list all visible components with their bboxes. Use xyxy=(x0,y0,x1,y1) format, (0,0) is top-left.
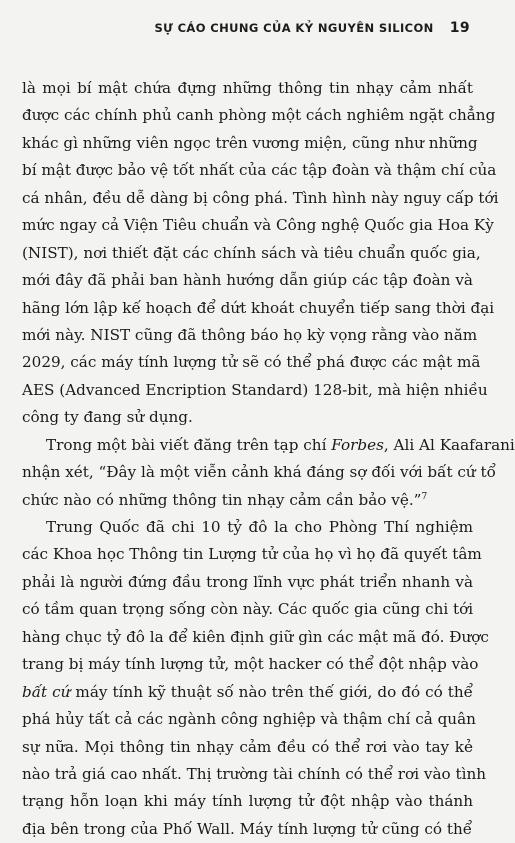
text-line xyxy=(22,624,489,651)
text-segment: cá nhân, đều dễ dàng bị công phá. Tình hình này nguy cấp tới xyxy=(22,188,499,207)
running-head xyxy=(0,20,470,36)
text-segment: mới này. NIST cũng đã thông báo họ kỳ vọng rằng vào năm xyxy=(22,325,478,344)
text-segment: 2029, các máy tính lượng tử sẽ có thể phá được các mật mã xyxy=(22,353,481,372)
text-line xyxy=(22,432,515,459)
text-segment: máy tính kỹ thuật số nào trên thế giới, do đó có thể xyxy=(70,682,473,701)
text-segment: , Ali Al Kaafarani xyxy=(383,435,515,454)
text-segment: phá hủy tất cả các ngành công nghiệp và thậm chí cả quân xyxy=(22,710,476,729)
text-line xyxy=(22,596,473,623)
text-line xyxy=(22,761,487,788)
text-line xyxy=(22,240,481,267)
text-line xyxy=(22,212,494,239)
text-segment: công ty đang sử dụng. xyxy=(22,408,193,427)
footnote-marker: 7 xyxy=(421,491,428,502)
text-line xyxy=(22,679,473,706)
text-segment: bất cứ xyxy=(22,682,71,701)
text-segment: bí mật được bảo vệ tốt nhất của các tập đoàn và thậm chí của xyxy=(22,161,497,180)
text-segment: là mọi bí mật chứa đựng những thông tin nhạy cảm nhất xyxy=(22,79,473,97)
body-text xyxy=(22,75,515,843)
text-segment: mới đây đã phải ban hành hướng dẫn giúp các tập đoàn và xyxy=(22,271,473,290)
text-line xyxy=(22,569,473,596)
text-line xyxy=(22,185,499,212)
text-segment: sự nữa. Mọi thông tin nhạy cảm đều có thể rơi vào tay kẻ xyxy=(22,737,473,756)
text-line xyxy=(22,377,488,404)
text-line xyxy=(22,130,478,157)
text-line xyxy=(22,706,476,733)
text-segment: địa bên trong của Phố Wall. Máy tính lượng tử cũng có thể xyxy=(22,819,473,838)
text-segment: Forbes xyxy=(331,435,384,454)
text-line xyxy=(22,459,496,486)
text-line xyxy=(22,267,473,294)
text-segment: hàng chục tỷ đô la để kiên định giữ gìn các mật mã đó. Được xyxy=(22,627,489,646)
running-title: SỰ CÁO CHUNG CỦA KỶ NGUYÊN SILICON xyxy=(154,21,434,35)
text-line xyxy=(22,295,495,322)
text-segment: trạng hỗn loạn khi máy tính lượng tử đột nhập vào thánh xyxy=(22,792,473,811)
text-line xyxy=(22,157,497,184)
text-line xyxy=(22,487,473,514)
text-line xyxy=(22,349,481,376)
text-segment: Trong một bài viết đăng trên tạp chí xyxy=(46,435,332,454)
text-segment: Trung Quốc đã chi 10 tỷ đô la cho Phòng Thí nghiệm xyxy=(46,518,473,536)
text-segment: hãng lớn lập kế hoạch để dứt khoát chuyển tiếp sang thời đại xyxy=(22,298,495,317)
text-line xyxy=(22,102,496,129)
page-number: 19 xyxy=(449,20,470,36)
text-line xyxy=(22,404,473,431)
text-line xyxy=(22,816,473,843)
paragraph xyxy=(22,514,489,843)
text-line xyxy=(22,322,478,349)
text-segment: mức ngay cả Viện Tiêu chuẩn và Công nghệ Quốc gia Hoa Kỳ xyxy=(22,216,494,235)
text-line xyxy=(22,788,473,815)
text-segment: các Khoa học Thông tin Lượng tử của họ vì họ đã quyết tâm xyxy=(22,545,482,564)
text-segment: (NIST), nơi thiết đặt các chính sách và tiêu chuẩn quốc gia, xyxy=(22,243,481,262)
paragraph xyxy=(22,432,515,514)
text-line xyxy=(22,514,473,541)
paragraph xyxy=(22,75,499,432)
text-line xyxy=(22,541,482,568)
text-segment: khác gì những viên ngọc trên vương miện, cũng như những xyxy=(22,133,478,152)
text-line xyxy=(22,651,479,678)
text-segment: được các chính phủ canh phòng một cách nghiêm ngặt chẳng xyxy=(22,106,496,125)
text-segment: trang bị máy tính lượng tử, một hacker có thể đột nhập vào xyxy=(22,655,479,674)
text-segment: AES (Advanced Encription Standard) 128-bit, mà hiện nhiều xyxy=(22,380,488,399)
text-segment: phải là người đứng đầu trong lĩnh vực phát triển nhanh và xyxy=(22,572,473,591)
text-segment: nào trả giá cao nhất. Thị trường tài chính có thể rơi vào tình xyxy=(22,764,487,783)
text-segment: nhận xét, “Đây là một viễn cảnh khá đáng sợ đối với bất cứ tổ xyxy=(22,463,496,482)
text-line xyxy=(22,75,473,102)
text-line xyxy=(22,734,473,761)
text-segment: chức nào có những thông tin nhạy cảm cần bảo vệ.” xyxy=(22,490,422,509)
text-segment: có tầm quan trọng sống còn này. Các quốc gia cũng chi tới xyxy=(22,600,474,619)
